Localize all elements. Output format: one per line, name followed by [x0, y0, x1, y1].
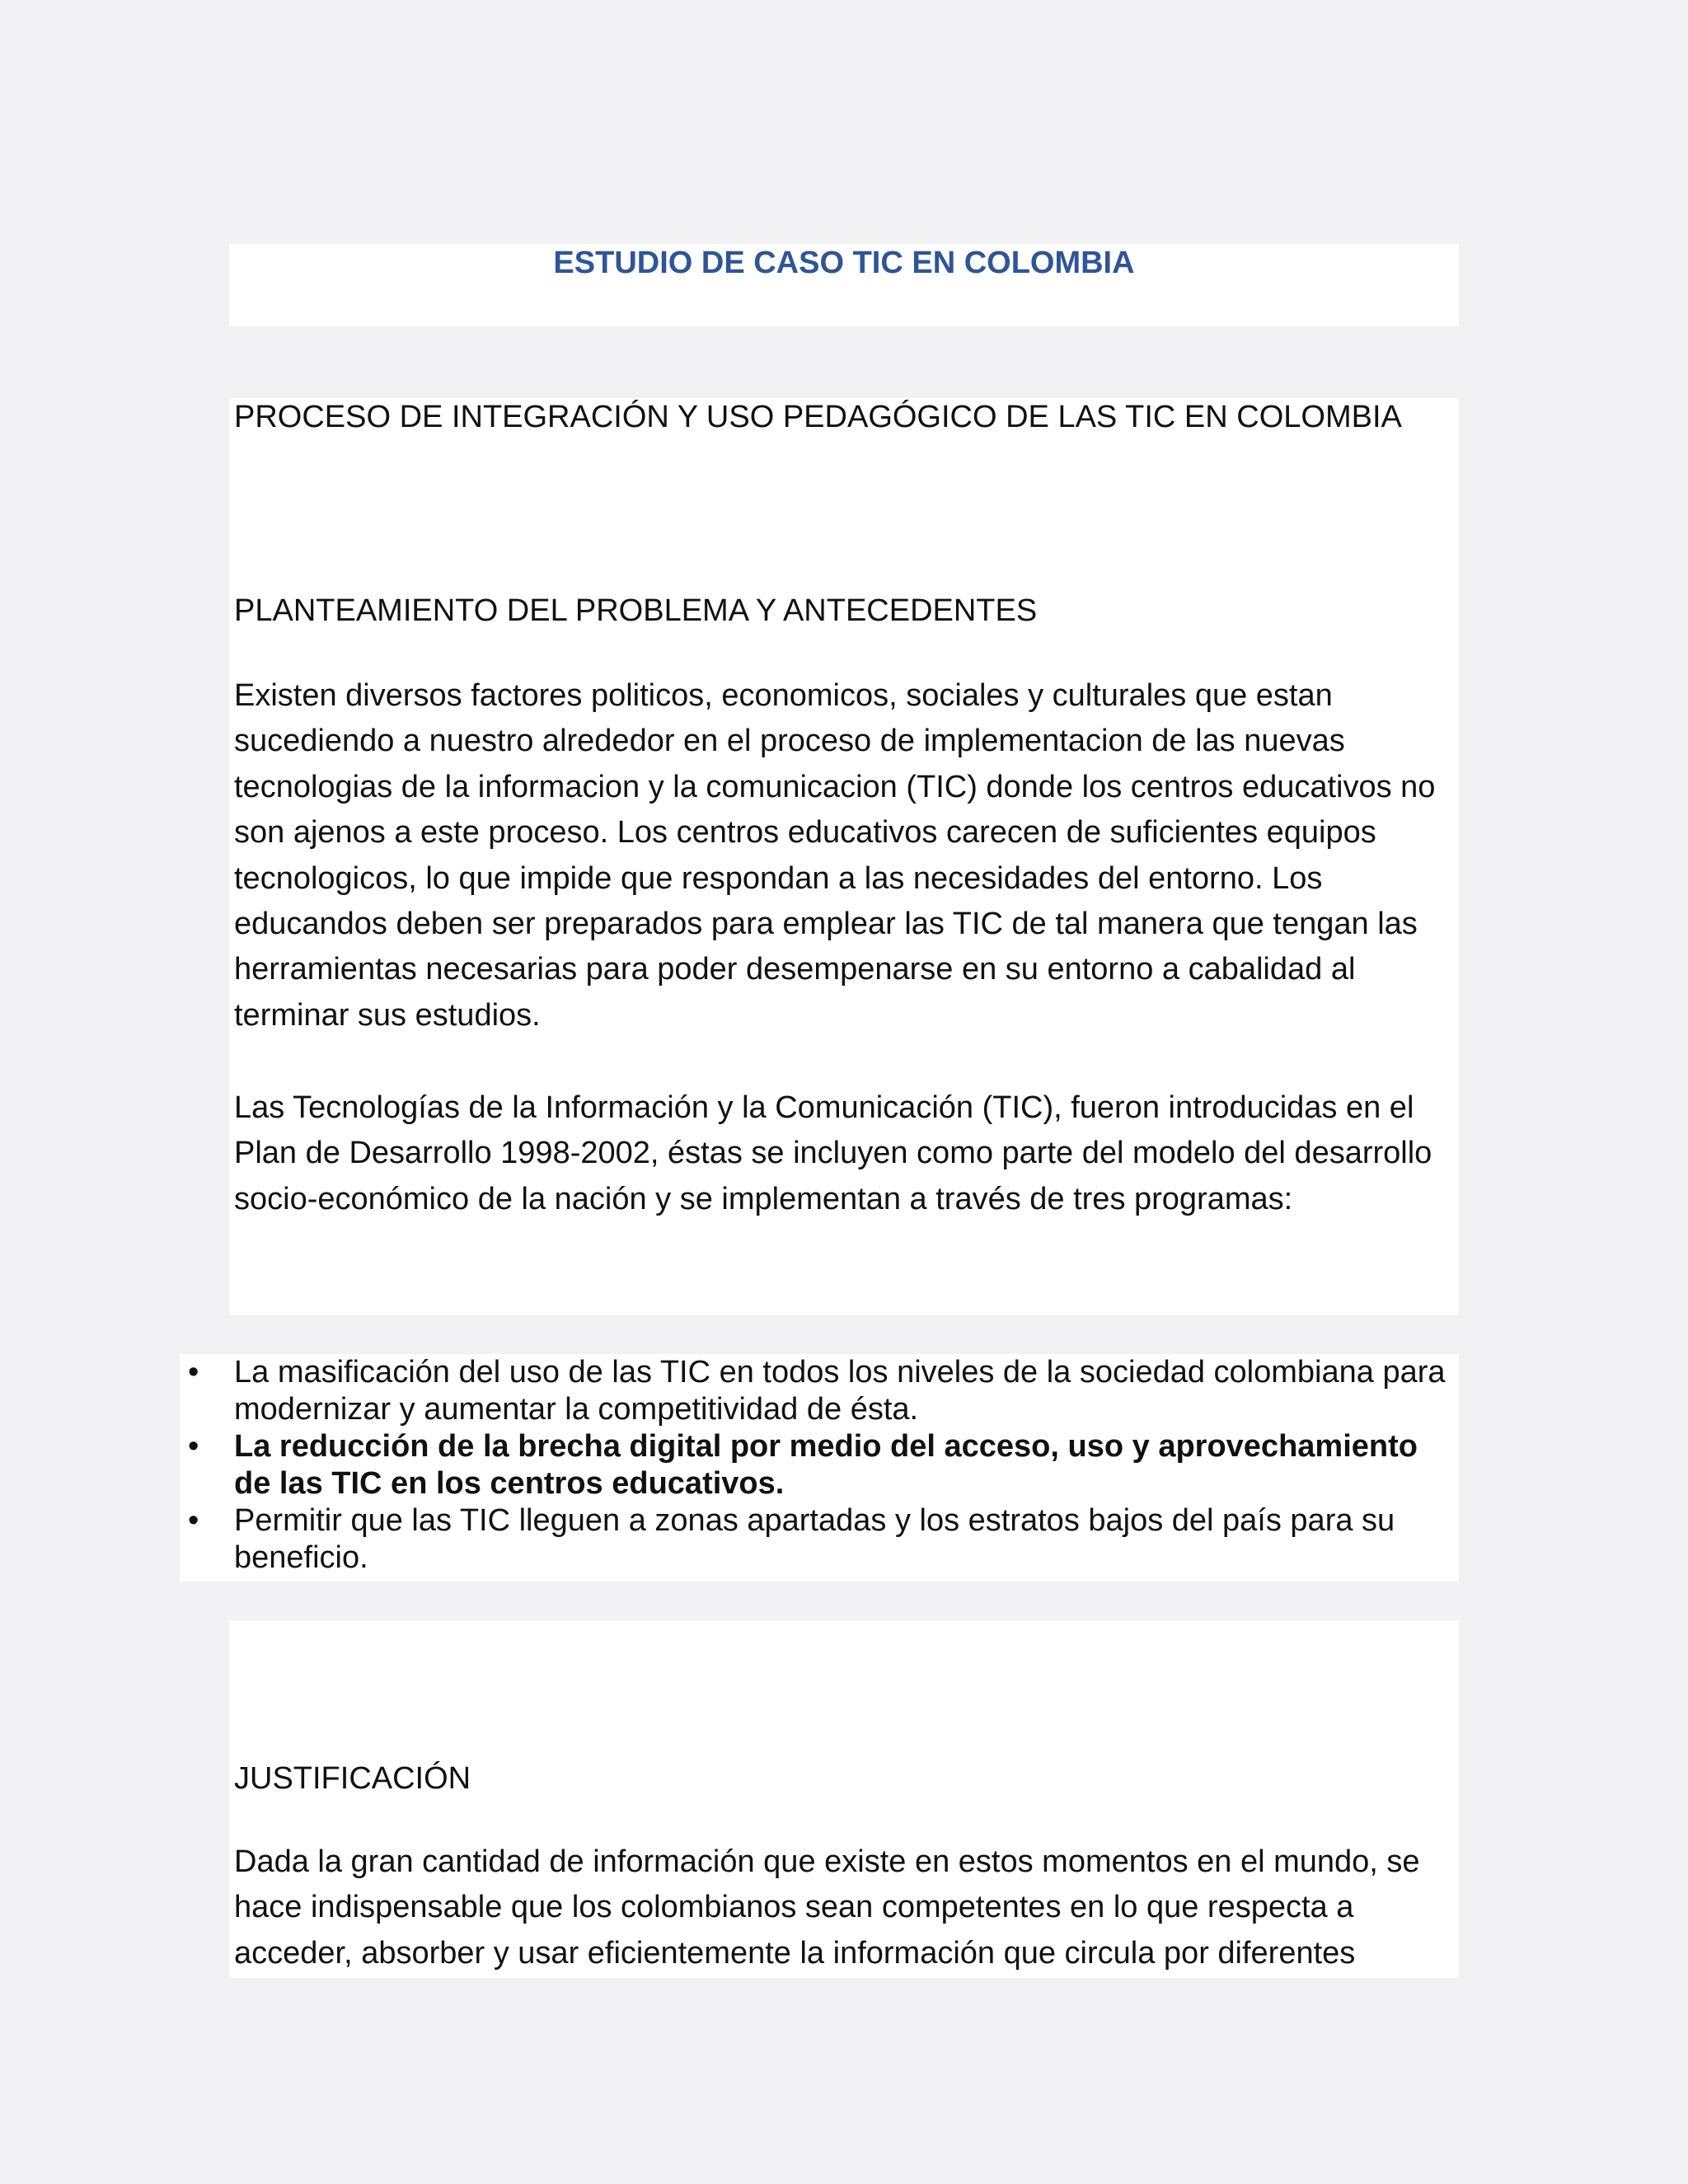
section-heading-process: PROCESO DE INTEGRACIÓN Y USO PEDAGÓGICO DE LAS TIC EN COLOMBIA: [234, 400, 1402, 434]
bullet-icon: •: [188, 1503, 199, 1538]
bullet-icon: •: [188, 1429, 199, 1464]
list-item: [180, 1428, 1446, 1502]
bullet-icon: •: [188, 1355, 199, 1390]
list-item: [180, 1354, 1446, 1428]
paragraph-factors: Existen diversos factores politicos, economicos, sociales y culturales que estan sucediendo a nuestro alrededor en el proceso de implementacion de las nuevas tecnologias de la informacion y la comunicacion (TIC) donde los centros educativos no son ajenos a este proceso. Los centros educativos carecen de suficientes equipos tecnologicos, lo que impide que respondan a las necesidades del entorno. Los educandos deben ser preparados para emplear las TIC de tal manera que tengan las herramientas necesarias para poder desempenarse en su entorno a cabalidad al terminar sus estudios.: [234, 678, 1436, 1033]
paragraph-tic-plan: Las Tecnologías de la Información y la Comunicación (TIC), fueron introducidas en el Plan de Desarrollo 1998-2002, éstas se incluyen como parte del modelo del desarrollo socio-económico de la nación y se implementan a través de tres programas:: [234, 1090, 1432, 1216]
paragraph-justification: Dada la gran cantidad de información que existe en estos momentos en el mundo, se hace indispensable que los colombianos sean competentes en lo que respecta a acceder, absorber y usar eficientemente la información que circula por diferentes: [234, 1844, 1420, 1971]
programs-list-block: [180, 1354, 1459, 1582]
title-block: [229, 244, 1459, 326]
justification-block: [229, 1620, 1459, 1978]
programs-list: [180, 1354, 1459, 1577]
main-content-block: [229, 398, 1459, 1315]
section-heading-problem: PLANTEAMIENTO DEL PROBLEMA Y ANTECEDENTES: [234, 593, 1038, 628]
section-heading-justification: JUSTIFICACIÓN: [234, 1761, 471, 1796]
list-item-text: Permitir que las TIC lleguen a zonas apartadas y los estratos bajos del país para su beneficio.: [234, 1503, 1395, 1575]
list-item-text: La reducción de la brecha digital por medio del acceso, uso y aprovechamiento de las TIC en los centros educativos.: [234, 1429, 1418, 1501]
document-title: ESTUDIO DE CASO TIC EN COLOMBIA: [553, 246, 1135, 280]
list-item: [180, 1502, 1446, 1577]
list-item-text: La masificación del uso de las TIC en todos los niveles de la sociedad colombiana para modernizar y aumentar la competitividad de ésta.: [234, 1355, 1446, 1427]
